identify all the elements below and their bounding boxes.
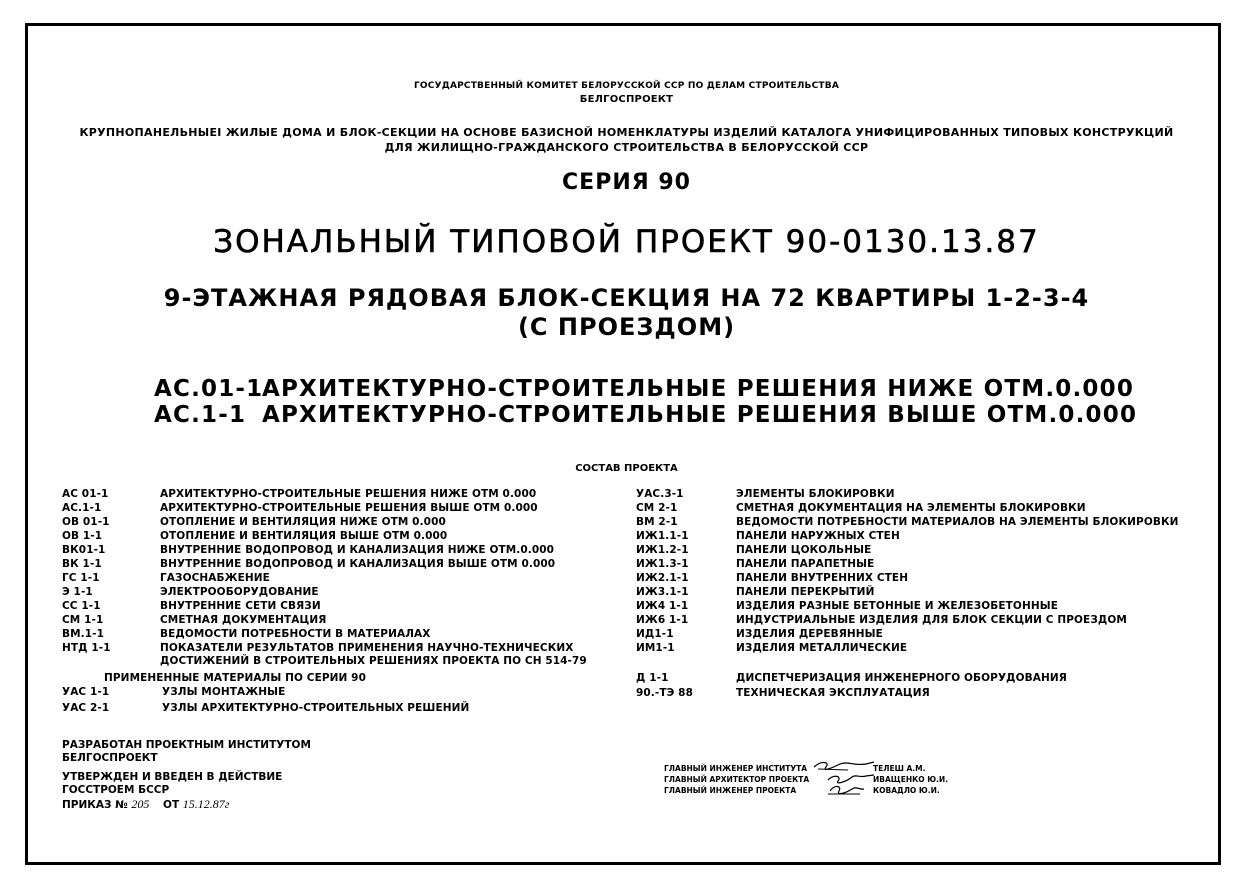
list-item-name: ТЕХНИЧЕСКАЯ ЭКСПЛУАТАЦИЯ [736, 687, 930, 699]
album-code: АС.1-1 [154, 402, 247, 428]
list-item-code: УАС.3-1 [636, 488, 684, 500]
developer-line-2: БЕЛГОСПРОЕКТ [62, 752, 158, 764]
list-item-name: СМЕТНАЯ ДОКУМЕНТАЦИЯ [160, 614, 327, 626]
list-item-name: ПАНЕЛИ ПАРАПЕТНЫЕ [736, 558, 875, 570]
list-item-code: УАС 1-1 [62, 686, 110, 698]
list-item-code: ВК 1-1 [62, 558, 102, 570]
project-subtitle-2: (С ПРОЕЗДОМ) [517, 313, 736, 341]
list-item-name: ВНУТРЕННИЕ СЕТИ СВЯЗИ [160, 600, 321, 612]
committee-line: ГОСУДАРСТВЕННЫЙ КОМИТЕТ БЕЛОРУССКОЙ ССР ПО ДЕЛАМ СТРОИТЕЛЬСТВА [414, 81, 839, 91]
list-item-code: АС 01-1 [62, 488, 109, 500]
list-item-code: ИЖ4 1-1 [636, 600, 689, 612]
list-item-name: УЗЛЫ АРХИТЕКТУРНО-СТРОИТЕЛЬНЫХ РЕШЕНИЙ [162, 702, 470, 714]
list-item-name: ПОКАЗАТЕЛИ РЕЗУЛЬТАТОВ ПРИМЕНЕНИЯ НАУЧНО-ТЕХНИЧЕСКИХ [160, 642, 574, 654]
list-item-code: ИЖ1.2-1 [636, 544, 689, 556]
list-item-name: ОТОПЛЕНИЕ И ВЕНТИЛЯЦИЯ НИЖЕ ОТМ 0.000 [160, 516, 446, 528]
description-line-1: КРУПНОПАНЕЛЬНЫЕI ЖИЛЫЕ ДОМА И БЛОК-СЕКЦИИ НА ОСНОВЕ БАЗИСНОЙ НОМЕНКЛАТУРЫ ИЗДЕЛИЙ КАТАЛОГА УНИФИЦИРОВАННЫХ ТИПОВЫХ КОНСТРУКЦИЙ [79, 126, 1174, 139]
list-item-code: СС 1-1 [62, 600, 101, 612]
list-item-name: ПАНЕЛИ НАРУЖНЫХ СТЕН [736, 530, 900, 542]
list-item-name: ГАЗОСНАБЖЕНИЕ [160, 572, 270, 584]
list-item-code: ВМ 2-1 [636, 516, 678, 528]
list-item-name: ИНДУСТРИАЛЬНЫЕ ИЗДЕЛИЯ ДЛЯ БЛОК СЕКЦИИ С ПРОЕЗДОМ [736, 614, 1127, 626]
album-name: АРХИТЕКТУРНО-СТРОИТЕЛЬНЫЕ РЕШЕНИЯ НИЖЕ ОТМ.0.000 [262, 376, 1135, 402]
list-item-name: ЭЛЕМЕНТЫ БЛОКИРОВКИ [736, 488, 895, 500]
order-label: ПРИКАЗ № [62, 799, 128, 811]
order-date: 15.12.87г [182, 797, 230, 811]
list-item-name: ПАНЕЛИ ВНУТРЕННИХ СТЕН [736, 572, 909, 584]
signature-name: КОВАДЛО Ю.И. [873, 786, 940, 795]
list-item-code: ИЖ6 1-1 [636, 614, 689, 626]
project-subtitle-1: 9-ЭТАЖНАЯ РЯДОВАЯ БЛОК-СЕКЦИЯ НА 72 КВАРТИРЫ 1-2-3-4 [163, 284, 1090, 312]
list-item-code: ИМ1-1 [636, 642, 675, 654]
list-item-name: АРХИТЕКТУРНО-СТРОИТЕЛЬНЫЕ РЕШЕНИЯ ВЫШЕ ОТМ 0.000 [160, 502, 538, 514]
list-item-code: СМ 1-1 [62, 614, 104, 626]
list-item-code: Д 1-1 [636, 672, 669, 684]
list-item-code: НТД 1-1 [62, 642, 111, 654]
applied-materials-title: ПРИМЕНЕННЫЕ МАТЕРИАЛЫ ПО СЕРИИ 90 [104, 672, 366, 684]
list-item-code: АС.1-1 [62, 502, 102, 514]
list-item-name: ВНУТРЕННИЕ ВОДОПРОВОД И КАНАЛИЗАЦИЯ ВЫШЕ ОТМ 0.000 [160, 558, 556, 570]
list-item-code: УАС 2-1 [62, 702, 110, 714]
list-item-code: ГС 1-1 [62, 572, 100, 584]
list-item-code: ОВ 1-1 [62, 530, 103, 542]
list-item-code: СМ 2-1 [636, 502, 678, 514]
org-line: БЕЛГОСПРОЕКТ [579, 94, 674, 105]
list-item-code: ВМ.1-1 [62, 628, 105, 640]
list-item-name: ПАНЕЛИ ЦОКОЛЬНЫЕ [736, 544, 872, 556]
list-item-name: СМЕТНАЯ ДОКУМЕНТАЦИЯ НА ЭЛЕМЕНТЫ БЛОКИРОВКИ [736, 502, 1086, 514]
list-item-name: ИЗДЕЛИЯ МЕТАЛЛИЧЕСКИЕ [736, 642, 908, 654]
list-item-code: Э 1-1 [62, 586, 93, 598]
series-title: СЕРИЯ 90 [562, 170, 691, 195]
list-item-code: ОВ 01-1 [62, 516, 110, 528]
signature-role: ГЛАВНЫЙ ИНЖЕНЕР ПРОЕКТА [664, 786, 797, 795]
list-item-name: ВЕДОМОСТИ ПОТРЕБНОСТИ МАТЕРИАЛОВ НА ЭЛЕМЕНТЫ БЛОКИРОВКИ [736, 516, 1179, 528]
order-line [62, 797, 229, 812]
list-item-name: ИЗДЕЛИЯ ДЕРЕВЯННЫЕ [736, 628, 883, 640]
list-item-code: 90.-ТЭ 88 [636, 687, 693, 699]
signature-name: ИВАЩЕНКО Ю.И. [873, 775, 949, 784]
list-item-name: ПАНЕЛИ ПЕРЕКРЫТИЙ [736, 586, 875, 598]
list-item-code: ВК01-1 [62, 544, 106, 556]
list-item-code: ИЖ1.1-1 [636, 530, 689, 542]
composition-title: СОСТАВ ПРОЕКТА [575, 463, 678, 474]
list-item-name: УЗЛЫ МОНТАЖНЫЕ [162, 686, 286, 698]
approval-line-1: УТВЕРЖДЕН И ВВЕДЕН В ДЕЙСТВИЕ [62, 771, 283, 783]
signature-name: ТЕЛЕШ А.М. [873, 764, 926, 773]
handwritten-signatures [808, 756, 880, 800]
list-item-name: АРХИТЕКТУРНО-СТРОИТЕЛЬНЫЕ РЕШЕНИЯ НИЖЕ ОТМ 0.000 [160, 488, 537, 500]
list-item-name: ДИСПЕТЧЕРИЗАЦИЯ ИНЖЕНЕРНОГО ОБОРУДОВАНИЯ [736, 672, 1067, 684]
signature-role: ГЛАВНЫЙ ИНЖЕНЕР ИНСТИТУТА [664, 764, 808, 773]
list-item-name: ВНУТРЕННИЕ ВОДОПРОВОД И КАНАЛИЗАЦИЯ НИЖЕ ОТМ.0.000 [160, 544, 555, 556]
list-item-name: ИЗДЕЛИЯ РАЗНЫЕ БЕТОННЫЕ И ЖЕЛЕЗОБЕТОННЫЕ [736, 600, 1058, 612]
project-title: ЗОНАЛЬНЫЙ ТИПОВОЙ ПРОЕКТ 90-0130.13.87 [213, 224, 1040, 260]
list-item-code: ИЖ1.3-1 [636, 558, 689, 570]
order-number: 205 [131, 797, 150, 811]
list-item-code: ИЖ3.1-1 [636, 586, 689, 598]
order-from: ОТ [163, 799, 180, 811]
developer-line-1: РАЗРАБОТАН ПРОЕКТНЫМ ИНСТИТУТОМ [62, 739, 311, 751]
album-name: АРХИТЕКТУРНО-СТРОИТЕЛЬНЫЕ РЕШЕНИЯ ВЫШЕ ОТМ.0.000 [262, 402, 1138, 428]
approval-line-2: ГОССТРОЕМ БССР [62, 784, 170, 796]
list-item-code: ИД1-1 [636, 628, 674, 640]
list-item-name-continued: ДОСТИЖЕНИЙ В СТРОИТЕЛЬНЫХ РЕШЕНИЯХ ПРОЕКТА ПО СН 514-79 [160, 655, 587, 667]
album-code: АС.01-1 [154, 376, 264, 402]
signature-role: ГЛАВНЫЙ АРХИТЕКТОР ПРОЕКТА [664, 775, 810, 784]
description-line-2: ДЛЯ ЖИЛИЩНО-ГРАЖДАНСКОГО СТРОИТЕЛЬСТВА В БЕЛОРУССКОЙ ССР [384, 141, 869, 154]
list-item-name: ЭЛЕКТРООБОРУДОВАНИЕ [160, 586, 319, 598]
list-item-name: ОТОПЛЕНИЕ И ВЕНТИЛЯЦИЯ ВЫШЕ ОТМ 0.000 [160, 530, 448, 542]
list-item-code: ИЖ2.1-1 [636, 572, 689, 584]
list-item-name: ВЕДОМОСТИ ПОТРЕБНОСТИ В МАТЕРИАЛАХ [160, 628, 431, 640]
